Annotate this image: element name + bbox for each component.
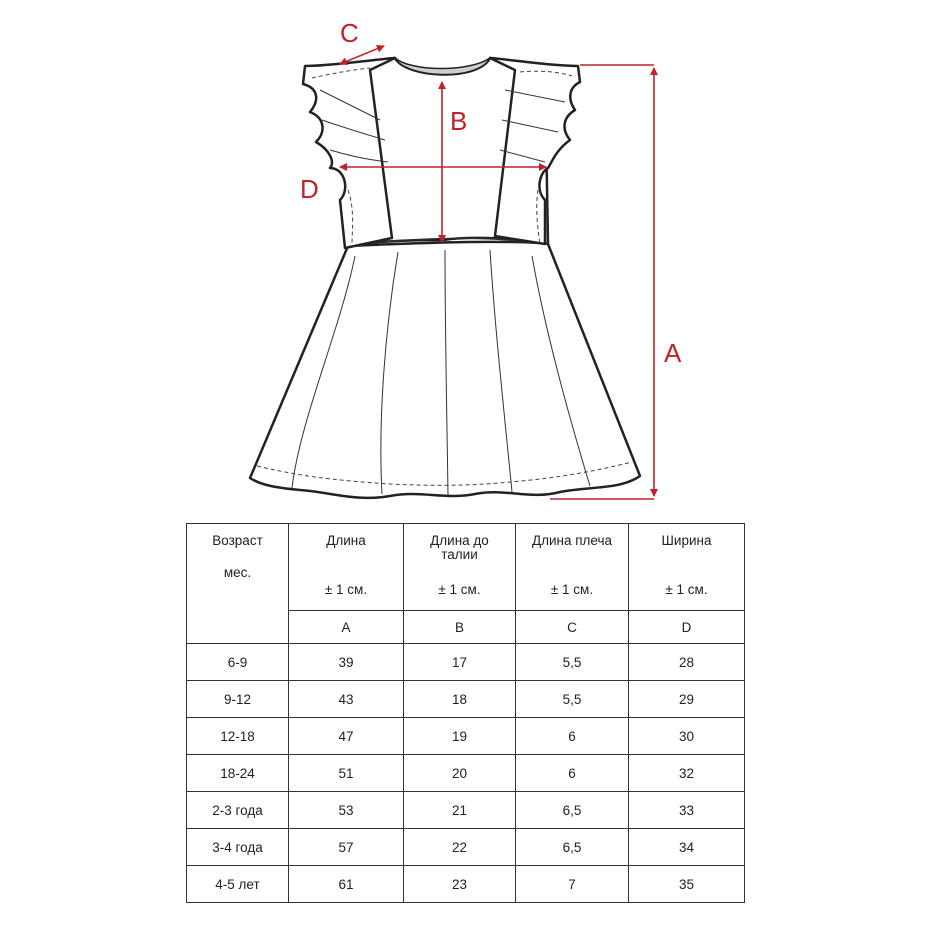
cell-b: 20: [404, 755, 516, 792]
cell-b: 22: [404, 829, 516, 866]
cell-b: 17: [404, 644, 516, 681]
label-a: A: [664, 338, 682, 368]
cell-d: 29: [629, 681, 745, 718]
cell-d: 35: [629, 866, 745, 903]
cell-b: 23: [404, 866, 516, 903]
cell-age: 18-24: [187, 755, 289, 792]
cell-d: 32: [629, 755, 745, 792]
cell-a: 61: [289, 866, 404, 903]
table-row: [187, 681, 745, 718]
cell-age: 9-12: [187, 681, 289, 718]
table-row: [187, 866, 745, 903]
col-code-b: B: [404, 611, 516, 644]
cell-c: 5,5: [516, 681, 629, 718]
label-b: B: [450, 106, 468, 136]
col-header-a: Длина ± 1 см.: [289, 524, 404, 611]
cell-age: 3-4 года: [187, 829, 289, 866]
cell-d: 28: [629, 644, 745, 681]
cell-b: 18: [404, 681, 516, 718]
cell-age: 2-3 года: [187, 792, 289, 829]
cell-b: 19: [404, 718, 516, 755]
table-row: [187, 792, 745, 829]
col-header-b: Длина до талии ± 1 см.: [404, 524, 516, 611]
table-row: [187, 718, 745, 755]
cell-a: 51: [289, 755, 404, 792]
col-header-d: Ширина ± 1 см.: [629, 524, 745, 611]
col-code-d: D: [629, 611, 745, 644]
cell-d: 34: [629, 829, 745, 866]
cell-a: 57: [289, 829, 404, 866]
size-table: [186, 523, 745, 903]
cell-a: 47: [289, 718, 404, 755]
cell-c: 6: [516, 718, 629, 755]
cell-age: 12-18: [187, 718, 289, 755]
label-c: C: [340, 18, 359, 48]
cell-c: 7: [516, 866, 629, 903]
cell-c: 6,5: [516, 829, 629, 866]
col-header-c: Длина плеча ± 1 см.: [516, 524, 629, 611]
cell-c: 6: [516, 755, 629, 792]
label-d: D: [300, 174, 319, 204]
cell-d: 33: [629, 792, 745, 829]
age-header: Возраст мес.: [187, 524, 289, 644]
table-row: [187, 755, 745, 792]
cell-age: 6-9: [187, 644, 289, 681]
cell-b: 21: [404, 792, 516, 829]
col-code-a: A: [289, 611, 404, 644]
table-row: [187, 829, 745, 866]
cell-d: 30: [629, 718, 745, 755]
cell-age: 4-5 лет: [187, 866, 289, 903]
cell-c: 6,5: [516, 792, 629, 829]
cell-a: 43: [289, 681, 404, 718]
cell-a: 53: [289, 792, 404, 829]
table-row: [187, 644, 745, 681]
col-code-c: C: [516, 611, 629, 644]
cell-c: 5,5: [516, 644, 629, 681]
cell-a: 39: [289, 644, 404, 681]
